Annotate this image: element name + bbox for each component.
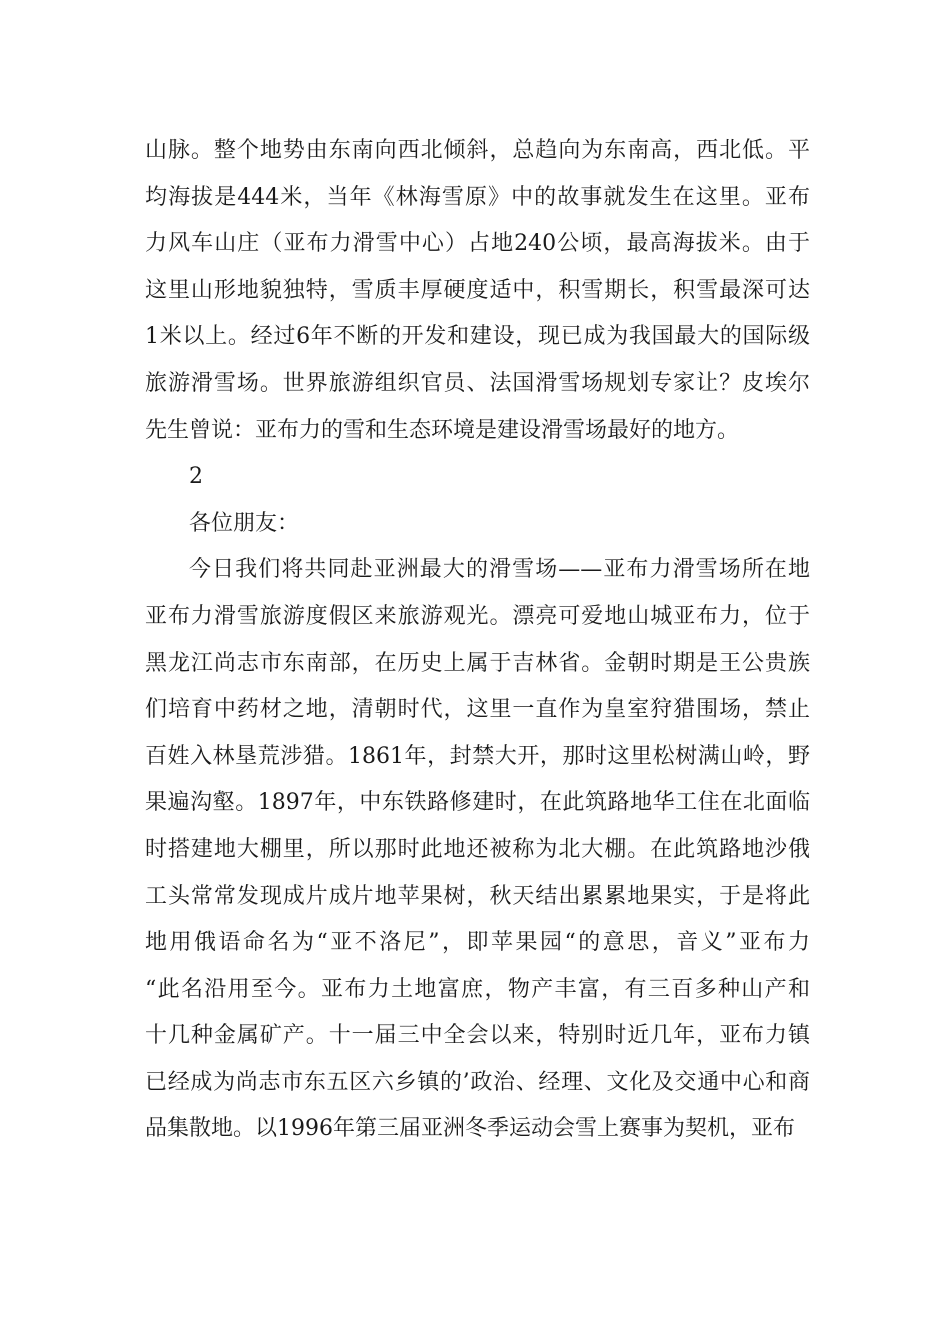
paragraph: [145, 501, 810, 548]
text-line: 山脉。整个地势由东南向西北倾斜，总趋向为东南高，西北低。平: [145, 138, 810, 163]
text-line: 2: [189, 464, 203, 490]
text-line: 工头常常发现成片成片地苹果树，秋天结出累累地果实，于是将此: [145, 883, 810, 909]
text-line: 先生曾说：亚布力的雪和生态环境是建设滑雪场最好的地方。: [145, 417, 740, 443]
paragraph: [145, 128, 810, 454]
text-line: 各位朋友：: [189, 510, 300, 536]
document-body: [145, 128, 810, 1153]
paragraph: [145, 547, 810, 1153]
text-line: 亚布力滑雪旅游度假区来旅游观光。漂亮可爱地山城亚布力，位于: [145, 603, 810, 629]
text-line: 果遍沟壑。1897年，中东铁路修建时，在此筑路地华工住在北面临: [145, 790, 810, 816]
text-line: 这里山形地貌独特，雪质丰厚硬度适中，积雪期长，积雪最深可达: [145, 277, 810, 303]
text-line: 地用俄语命名为“亚不洛尼”，即苹果园“的意思，音义”亚布力: [145, 930, 810, 956]
text-line: 力风车山庄（亚布力滑雪中心）占地240公顷，最高海拔米。由于: [145, 231, 810, 257]
paragraph: [145, 454, 810, 501]
text-line: 1米以上。经过6年不断的开发和建设，现已成为我国最大的国际级: [145, 324, 810, 350]
text-line: 黑龙江尚志市东南部，在历史上属于吉林省。金朝时期是王公贵族: [145, 650, 810, 676]
text-line: 已经成为尚志市东五区六乡镇的’政治、经理、文化及交通中心和商: [145, 1069, 810, 1095]
text-line: 们培育中药材之地，清朝时代，这里一直作为皇室狩猎围场，禁止: [145, 697, 810, 723]
text-line: 十几种金属矿产。十一届三中全会以来，特别时近几年，亚布力镇: [145, 1023, 810, 1049]
text-line: 今日我们将共同赴亚洲最大的滑雪场——亚布力滑雪场所在地: [189, 557, 810, 583]
text-line: “此名沿用至今。亚布力土地富庶，物产丰富，有三百多种山产和: [145, 976, 810, 1002]
text-line: 百姓入林垦荒涉猎。1861年，封禁大开，那时这里松树满山岭，野: [145, 743, 810, 769]
text-line: 品集散地。以1996年第三届亚洲冬季运动会雪上赛事为契机，亚布: [145, 1116, 795, 1142]
text-line: 时搭建地大棚里，所以那时此地还被称为北大棚。在此筑路地沙俄: [145, 836, 810, 862]
text-line: 均海拔是444米，当年《林海雪原》中的故事就发生在这里。亚布: [145, 184, 810, 210]
text-line: 旅游滑雪场。世界旅游组织官员、法国滑雪场规划专家让？皮埃尔: [145, 370, 810, 396]
